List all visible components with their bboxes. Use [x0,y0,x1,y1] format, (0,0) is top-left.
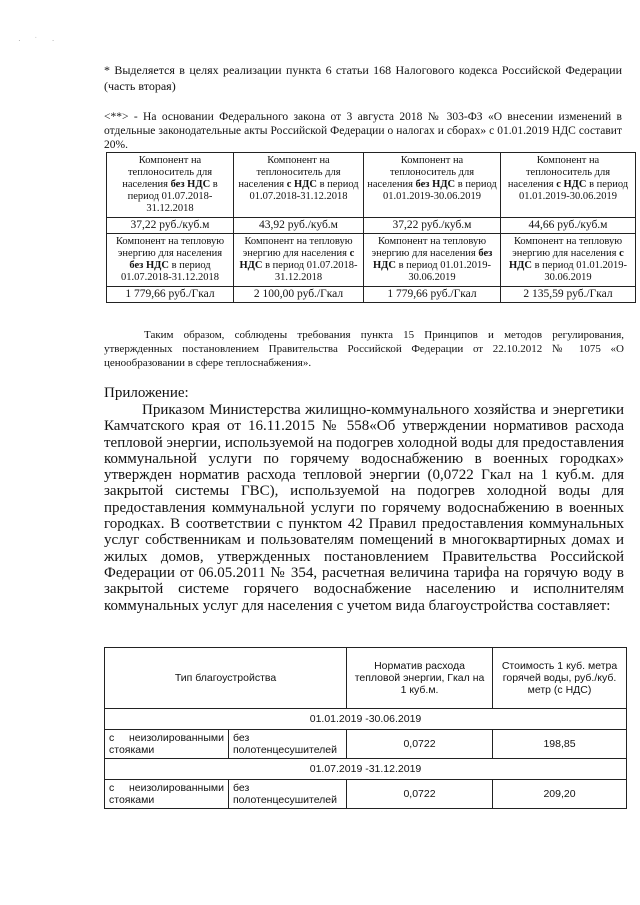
table-header-cell: Компонент на теплоноситель для населения с НДС в период 01.07.2018-31.12.2018 [234,153,364,218]
table-cell: 198,85 [493,730,627,759]
period-label: 01.01.2019 -30.06.2019 [105,709,627,730]
table-period-row [105,759,627,780]
compliance-paragraph: Таким образом, соблюдены требования пункта 15 Принципов и методов регулирования, утвержденных постановлением Правительства Российской Федерации от 22.10.2012 № 1075 «О ценообразовании в сфере теплоснабжения». [104,329,624,369]
table-cell: без полотенцесушителей [229,730,347,759]
table-cell: 1 779,66 руб./Гкал [364,287,501,303]
table-cell: без полотенцесушителей [229,780,347,809]
table-header-cell: Компонент на теплоноситель для населения без НДС в период 01.07.2018-31.12.2018 [107,153,234,218]
appendix-title: Приложение: [104,385,189,401]
table-cell: 2 135,59 руб./Гкал [501,287,636,303]
table-cell: 37,22 руб./куб.м [107,218,234,234]
table-header-cell: Компонент на тепловую энергию для населения без НДС в период 01.07.2018-31.12.2018 [107,234,234,287]
table-header-cell: Стоимость 1 куб. метра горячей воды, руб./куб. метр (с НДС) [493,648,627,709]
appendix-paragraph: Приказом Министерства жилищно-коммунального хозяйства и энергетики Камчатского края от 16.11.2015 № 558«Об утверждении нормативов расхода тепловой энергии, используемой на подогрев холодной воды для предоставления коммунальной услуги по горячему водоснабжению в военных городках» утвержден норматив расхода тепловой энергии (0,0722 Гкал на 1 куб.м. для закрытой системы ГВС), используемой на подогрев холодной воды для предоставления коммунальной услуги по горячему водоснабжению в военных городках. В соответствии с пунктом 42 Правил предоставления коммунальных услуг собственникам и пользователям помещений в многоквартирных домах и жилых домов, утвержденных постановлением Правительства Российской Федерации от 06.05.2011 № 354, расчетная величина тарифа на горячую воду в закрытой системе горячего водоснабжение населению и исполнителям коммунальных услуг для населения с учетом вида благоустройства составляет: [104,402,624,614]
table-header-cell: Компонент на теплоноситель для населения без НДС в период 01.01.2019-30.06.2019 [364,153,501,218]
table-header-cell: Компонент на тепловую энергию для населения с НДС в период 01.07.2018-31.12.2018 [234,234,364,287]
table-header-row [105,648,627,709]
tariff-components-table [106,152,636,303]
table-row [107,153,636,218]
table-header-cell: Тип благоустройства [105,648,347,709]
table-cell: с неизолированными стояками [105,780,229,809]
table-cell: 43,92 руб./куб.м [234,218,364,234]
table-row [107,287,636,303]
table-row [107,234,636,287]
table-row [105,730,627,759]
table-period-row [105,709,627,730]
table-cell: 44,66 руб./куб.м [501,218,636,234]
table-cell: 37,22 руб./куб.м [364,218,501,234]
table-cell: 1 779,66 руб./Гкал [107,287,234,303]
table-cell: с неизолированными стояками [105,730,229,759]
table-row [105,780,627,809]
table-cell: 0,0722 [347,730,493,759]
table-header-cell: Компонент на тепловую энергию для населения с НДС в период 01.01.2019-30.06.2019 [501,234,636,287]
table-row [107,218,636,234]
table-cell: 209,20 [493,780,627,809]
period-label: 01.07.2019 -31.12.2019 [105,759,627,780]
table-cell: 0,0722 [347,780,493,809]
footnote-vat-law: <**> - На основании Федерального закона от 3 августа 2018 № 303-ФЗ «О внесении изменений в отдельные законодательные акты Российской Федерации о налогах и сборах» с 01.01.2019 НДС составит 20%. [104,111,622,151]
footnote-vat-allocation: * Выделяется в целях реализации пункта 6 статьи 168 Налогового кодекса Российской Федерации (часть вторая) [104,63,622,93]
table-cell: 2 100,00 руб./Гкал [234,287,364,303]
scan-artifact: · ˙ · [18,36,61,45]
norm-cost-table [104,647,627,809]
table-header-cell: Компонент на тепловую энергию для населения без НДС в период 01.01.2019-30.06.2019 [364,234,501,287]
table-header-cell: Норматив расхода тепловой энергии, Гкал на 1 куб.м. [347,648,493,709]
table-header-cell: Компонент на теплоноситель для населения с НДС в период 01.01.2019-30.06.2019 [501,153,636,218]
